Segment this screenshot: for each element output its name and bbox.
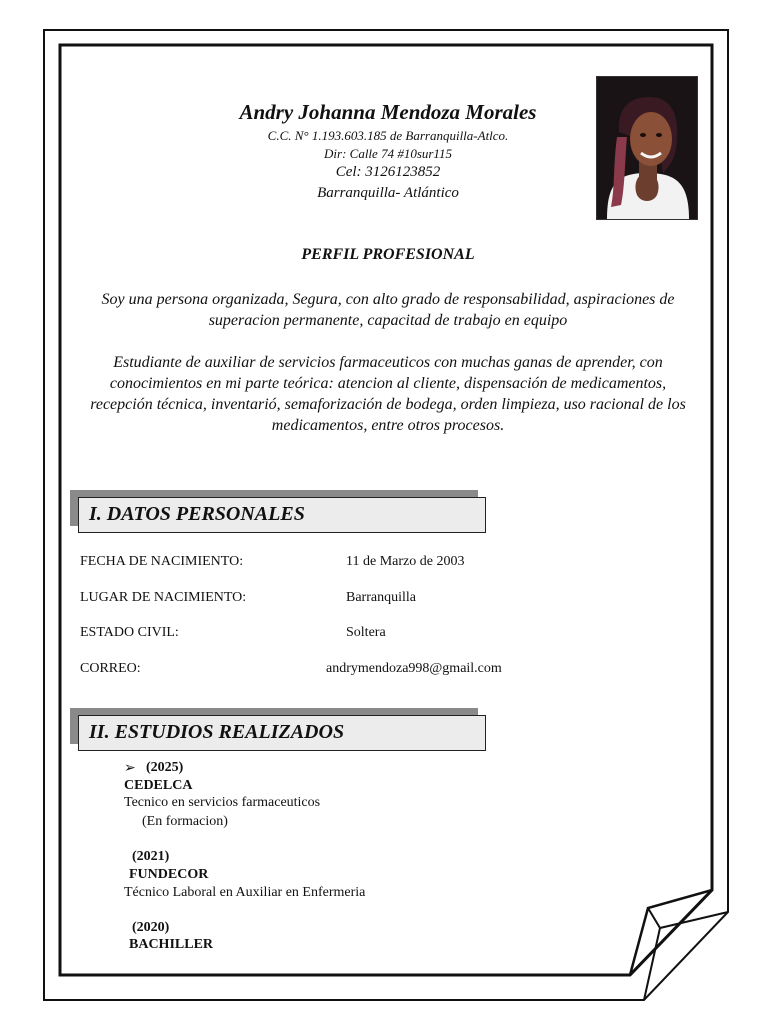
email-value: andrymendoza998@gmail.com <box>326 661 502 676</box>
civil-status-value: Soltera <box>346 625 386 640</box>
email-label: CORREO: <box>80 661 141 676</box>
birth-date-value: 11 de Marzo de 2003 <box>346 554 465 569</box>
study-year: (2021) <box>132 849 170 864</box>
section-title-personal: I. DATOS PERSONALES <box>89 503 305 525</box>
study-year: (2025) <box>146 760 184 775</box>
birth-date-label: FECHA DE NACIMIENTO: <box>80 554 244 569</box>
city: Barranquilla- Atlántico <box>317 185 459 201</box>
phone: Cel: 3126123852 <box>335 164 441 180</box>
profile-paragraph-2: Estudiante de auxiliar de servicios farmaceuticos con muchas ganas de aprender, con conocimientos en mi parte teórica: atencion al cliente, dispensación de medicamentos, recepción técnica, inventarió, semaforización de bodega, orden limpieza, uso racional de los medicamentos, entre otros procesos. <box>90 354 686 434</box>
birth-place-label: LUGAR DE NACIMIENTO: <box>80 590 247 605</box>
study-year: (2020) <box>132 920 170 935</box>
candidate-name: Andry Johanna Mendoza Morales <box>239 100 537 124</box>
id-number: C.C. N° 1.193.603.185 de Barranquilla-Atlco. <box>267 128 509 143</box>
bullet-arrow-icon: ➢ <box>124 761 136 776</box>
address: Dir: Calle 74 #10sur115 <box>324 146 452 161</box>
section-title-studies: II. ESTUDIOS REALIZADOS <box>89 721 345 743</box>
study-institution: CEDELCA <box>124 778 193 793</box>
study-program: Tecnico en servicios farmaceuticos <box>124 795 321 810</box>
study-note: (En formacion) <box>142 814 228 829</box>
birth-place-value: Barranquilla <box>346 590 416 605</box>
profile-photo <box>596 76 698 220</box>
profile-title: PERFIL PROFESIONAL <box>301 246 475 263</box>
study-institution: BACHILLER <box>129 937 214 952</box>
study-program: Técnico Laboral en Auxiliar en Enfermeria <box>124 885 366 900</box>
profile-paragraph-1: Soy una persona organizada, Segura, con alto grado de responsabilidad, aspiraciones de superacion permanente, capacitad de trabajo en equipo <box>101 291 675 329</box>
civil-status-label: ESTADO CIVIL: <box>80 625 179 640</box>
study-institution: FUNDECOR <box>129 867 209 882</box>
